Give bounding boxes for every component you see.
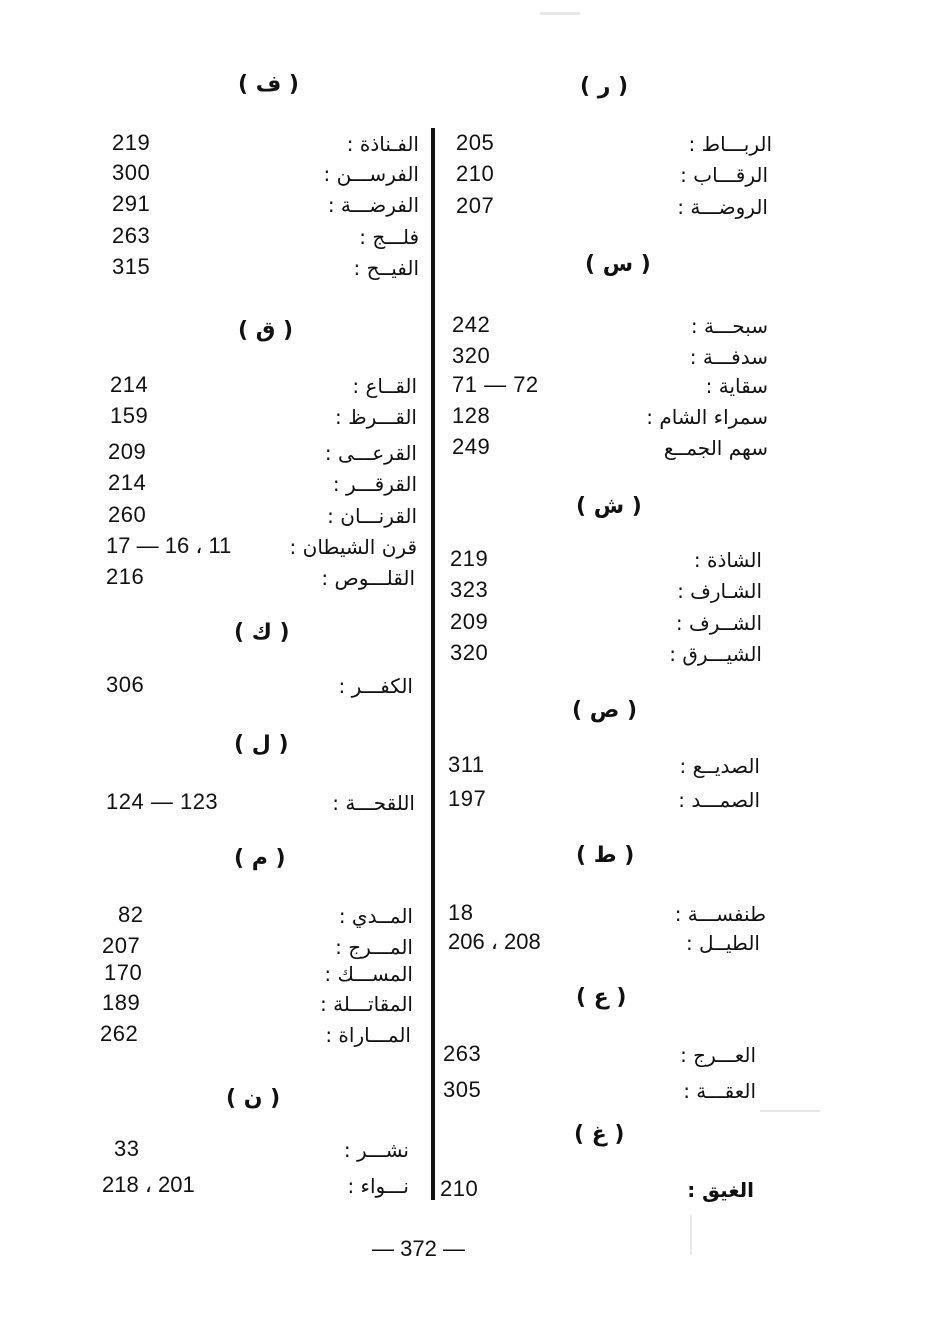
index-entry: [440, 786, 800, 816]
index-entry: [440, 752, 800, 782]
index-entry: [90, 254, 425, 284]
section-header-fa: ( ف ): [238, 72, 299, 97]
index-entry: [90, 191, 425, 221]
section-header-sin: ( س ): [585, 252, 651, 277]
entry-pages: 306: [106, 672, 145, 697]
entry-term: نـــواء :: [347, 1174, 409, 1198]
entry-term: الشــرف :: [675, 611, 762, 635]
index-entry: [440, 1077, 800, 1107]
entry-term: قرن الشيطان :: [289, 535, 417, 559]
section-header-shin: ( ش ): [576, 494, 642, 519]
entry-term: الغيق :: [687, 1178, 754, 1202]
entry-term: القرعـــى :: [324, 441, 417, 465]
entry-term: القرنـــان :: [327, 504, 417, 528]
index-entry: [90, 372, 425, 402]
index-entry: [90, 470, 425, 500]
entry-term: الطيــل :: [685, 931, 760, 955]
entry-term: الربـــاط :: [688, 132, 772, 156]
index-entry: [440, 546, 800, 576]
entry-pages: 82: [118, 902, 144, 927]
section-header-nun: ( ن ): [226, 1086, 281, 1111]
section-header-sad: ( ص ): [572, 698, 638, 723]
entry-term: الروضـــة :: [677, 195, 768, 219]
entry-pages: 123 — 124: [106, 789, 219, 814]
index-entry: [90, 130, 425, 160]
entry-term: القرقـــر :: [332, 472, 417, 496]
index-entry: [440, 900, 800, 930]
index-entry: [440, 312, 800, 342]
entry-pages: 214: [110, 372, 149, 397]
index-entry: [440, 434, 800, 464]
entry-pages: 305: [443, 1077, 482, 1102]
entry-term: الفيــح :: [353, 256, 419, 280]
entry-pages: 315: [112, 254, 151, 279]
entry-term: سبحـــة :: [690, 314, 768, 338]
scan-noise: [540, 12, 580, 15]
index-entry: [90, 502, 425, 532]
index-entry: [90, 1136, 425, 1166]
index-entry: [90, 902, 425, 932]
entry-pages: 210: [440, 1176, 479, 1201]
index-entry: [90, 533, 425, 563]
index-entry: [440, 372, 800, 402]
entry-pages: 170: [104, 960, 143, 985]
entry-term: الفرســـن :: [323, 162, 419, 186]
entry-pages: 242: [452, 312, 491, 337]
entry-term: المـــرج :: [335, 935, 413, 959]
index-entry: [440, 1041, 800, 1071]
section-header-kaf: ( ك ): [234, 620, 290, 645]
entry-pages: 311: [448, 752, 485, 777]
index-entry: [440, 343, 800, 373]
entry-term: الشـارف :: [677, 579, 762, 603]
entry-term: نشـــر :: [343, 1138, 409, 1162]
index-entry: [440, 161, 800, 191]
scan-noise: [760, 1110, 820, 1112]
entry-pages: 320: [450, 640, 489, 665]
section-header-ta: ( ط ): [576, 843, 635, 868]
index-entry: [90, 990, 425, 1020]
entry-term: طنفســـة :: [674, 902, 766, 926]
entry-pages: 291: [112, 191, 151, 216]
entry-pages: 33: [114, 1136, 140, 1161]
index-entry: [440, 609, 800, 639]
index-entry: [90, 672, 425, 702]
section-header-mim: ( م ): [234, 846, 286, 871]
entry-pages: 71 — 72: [452, 372, 539, 397]
entry-term: المســـك :: [324, 962, 413, 986]
index-entry: [90, 789, 425, 819]
index-entry: [440, 403, 800, 433]
entry-term: فلـــج :: [359, 225, 419, 249]
index-entry: [90, 439, 425, 469]
page-number: — 372 —: [372, 1236, 465, 1261]
entry-pages: 128: [452, 403, 491, 428]
entry-pages: 11 ، 16 — 17: [106, 533, 232, 558]
entry-pages: 216: [106, 564, 145, 589]
entry-term: الشيـــرق :: [669, 642, 762, 666]
index-entry: [440, 640, 800, 670]
entry-term: سهم الجمــع: [663, 436, 768, 460]
entry-pages: 207: [456, 193, 495, 218]
entry-pages: 262: [100, 1021, 139, 1046]
entry-pages: 300: [112, 160, 151, 185]
entry-pages: 214: [108, 470, 147, 495]
index-entry: [90, 933, 425, 963]
entry-term: الرقـــاب :: [680, 163, 768, 187]
entry-term: القلـــوص :: [321, 566, 415, 590]
index-entry: [440, 1176, 800, 1206]
section-header-ain: ( ع ): [576, 985, 627, 1010]
index-entry: [90, 1172, 425, 1202]
entry-pages: 201 ، 218: [102, 1172, 195, 1197]
entry-pages: 263: [443, 1041, 482, 1066]
index-entry: [90, 223, 425, 253]
entry-pages: 205: [456, 130, 495, 155]
entry-term: سقاية :: [705, 374, 768, 398]
entry-pages: 260: [108, 502, 147, 527]
index-entry: [440, 577, 800, 607]
entry-term: العقـــة :: [683, 1079, 756, 1103]
entry-term: المــدي :: [338, 904, 413, 928]
entry-term: سدفـــة :: [689, 345, 768, 369]
entry-pages: 210: [456, 161, 495, 186]
entry-term: العـــرج :: [680, 1043, 756, 1067]
index-entry: [440, 130, 800, 160]
index-entry: [440, 193, 800, 223]
entry-term: الفـناذة :: [346, 132, 419, 156]
entry-pages: 323: [450, 577, 489, 602]
entry-pages: 207: [102, 933, 141, 958]
entry-pages: 159: [110, 403, 149, 428]
scan-noise: [690, 1215, 692, 1255]
column-divider: [431, 128, 435, 1200]
entry-term: اللقحـــة :: [332, 791, 415, 815]
entry-term: الصديــع :: [679, 754, 760, 778]
section-header-qaf: ( ق ): [238, 318, 294, 343]
entry-pages: 189: [102, 990, 141, 1015]
index-entry: [90, 960, 425, 990]
index-entry: [90, 564, 425, 594]
section-header-ra: ( ر ): [580, 74, 629, 99]
entry-pages: 320: [452, 343, 491, 368]
index-entry: [440, 929, 800, 959]
entry-pages: 249: [452, 434, 491, 459]
section-header-lam: ( ل ): [234, 732, 289, 757]
entry-term: الفرضـــة :: [327, 193, 419, 217]
entry-pages: 18: [448, 900, 474, 925]
entry-term: الشاذة :: [693, 548, 762, 572]
index-entry: [90, 1021, 425, 1051]
index-entry: [90, 403, 425, 433]
entry-pages: 209: [108, 439, 147, 464]
entry-term: الصمـــد :: [678, 788, 760, 812]
entry-term: المـــاراة :: [325, 1023, 411, 1047]
entry-pages: 219: [450, 546, 489, 571]
entry-term: سمراء الشام :: [646, 405, 768, 429]
entry-term: المقاتـــلة :: [319, 992, 413, 1016]
entry-pages: 197: [448, 786, 487, 811]
entry-pages: 206 ، 208: [448, 929, 541, 954]
entry-pages: 263: [112, 223, 151, 248]
entry-term: القــاع :: [352, 374, 417, 398]
entry-pages: 209: [450, 609, 489, 634]
section-header-ghain: ( غ ): [574, 1122, 625, 1147]
index-entry: [90, 160, 425, 190]
entry-term: الكفـــر :: [338, 674, 413, 698]
entry-pages: 219: [112, 130, 151, 155]
entry-term: القـــرظ :: [335, 405, 417, 429]
